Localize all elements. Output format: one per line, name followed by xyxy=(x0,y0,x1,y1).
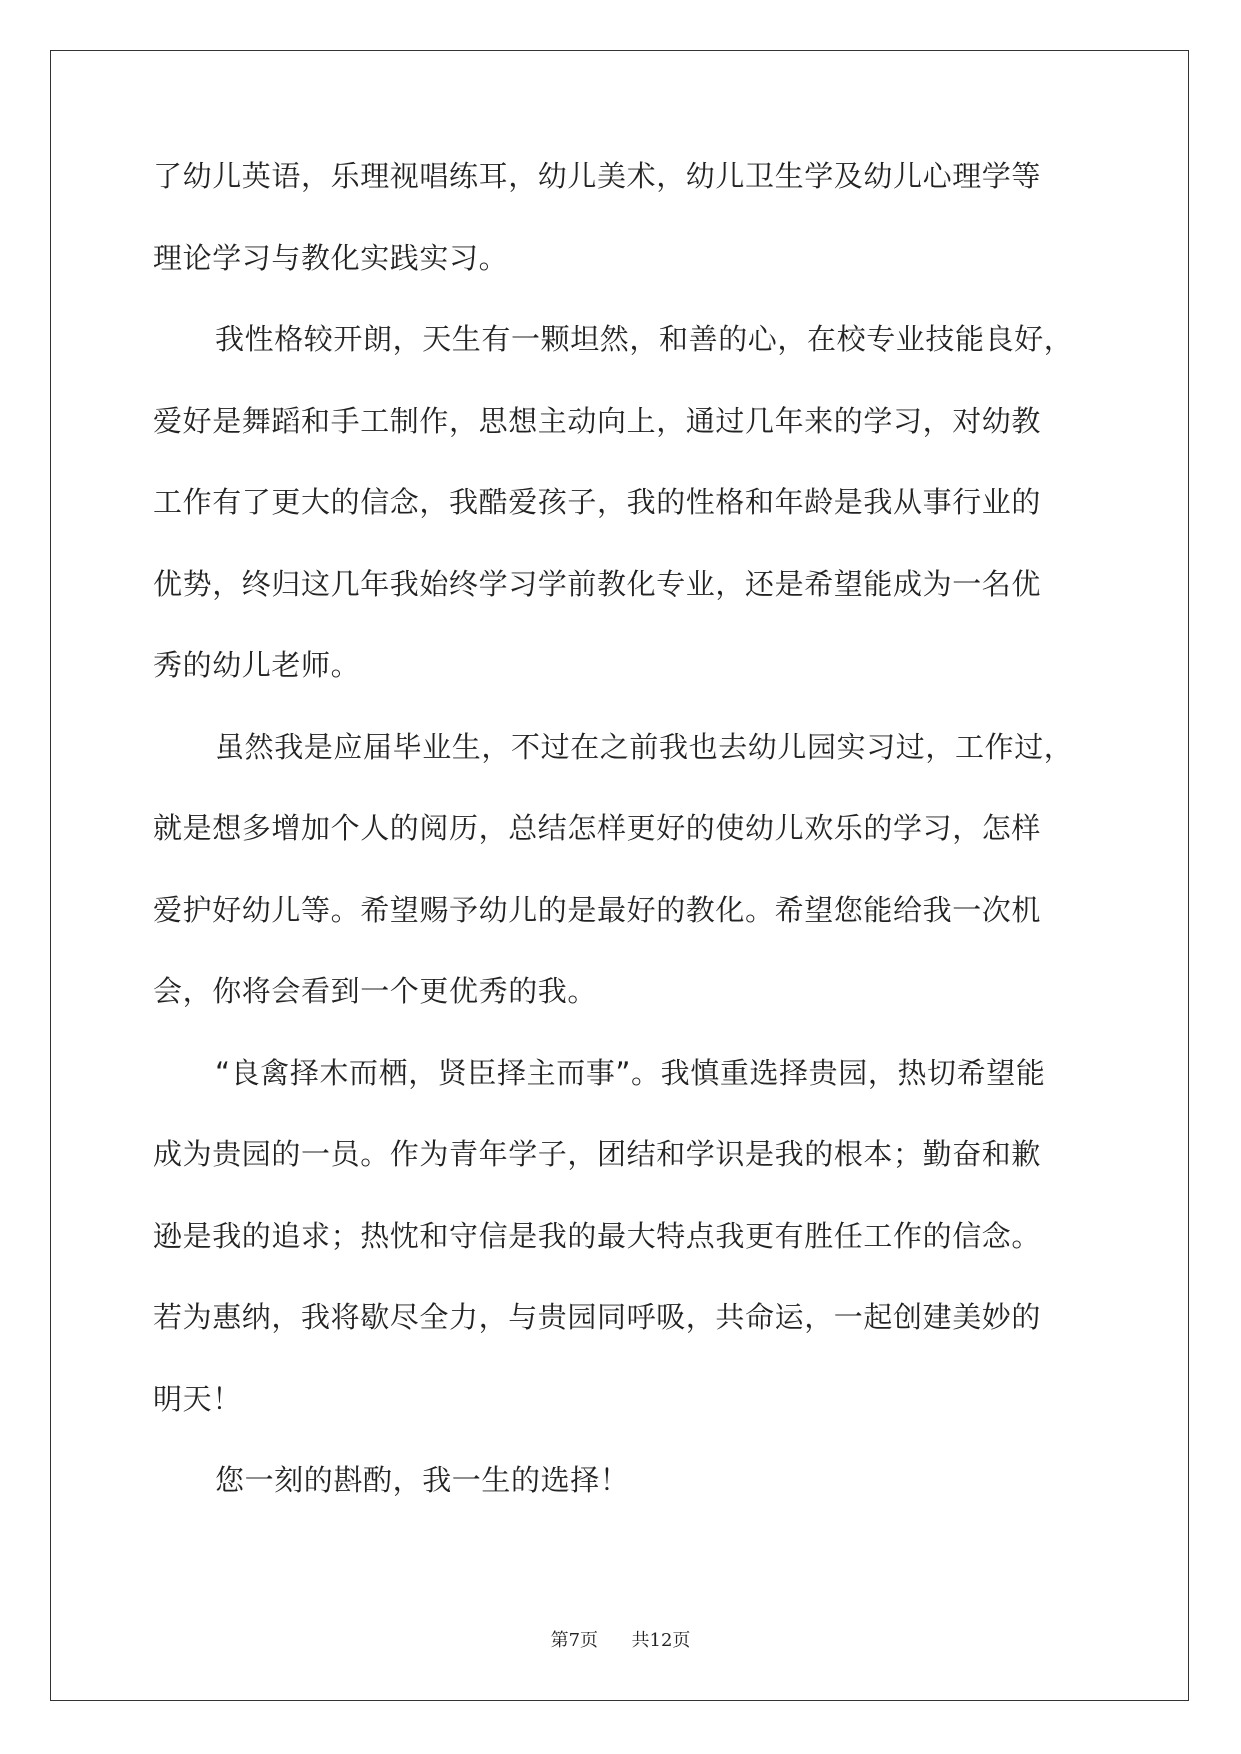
text-line: 理论学习与教化实践实习。 xyxy=(153,240,509,275)
text-line: 若为惠纳，我将歇尽全力，与贵园同呼吸，共命运，一起创建美妙的 xyxy=(153,1300,1042,1334)
text-line: 工作有了更大的信念，我酷爱孩子，我的性格和年龄是我从事行业的 xyxy=(153,485,1042,519)
document-body xyxy=(153,159,1093,1548)
text-line: 虽然我是应届毕业生，不过在之前我也去幼儿园实习过，工作过， xyxy=(215,729,1074,764)
text-line: 成为贵园的一员。作为青年学子，团结和学识是我的根本；勤奋和歉 xyxy=(153,1137,1042,1171)
page-footer xyxy=(0,1626,1241,1652)
text-line: 优势，终归这几年我始终学习学前教化专业，还是希望能成为一名优 xyxy=(153,566,1042,601)
text-line: 就是想多增加个人的阅历，总结怎样更好的使幼儿欢乐的学习，怎样 xyxy=(153,811,1042,845)
text-line: 您一刻的斟酌，我一生的选择！ xyxy=(215,1463,630,1497)
page-total: 共12页 xyxy=(631,1630,691,1651)
text-line: 了幼儿英语，乐理视唱练耳，幼儿美术，幼儿卫生学及幼儿心理学等 xyxy=(153,159,1042,193)
page-number: 第7页 xyxy=(550,1630,599,1651)
text-line: 明天！ xyxy=(153,1381,242,1416)
text-line: 我性格较开朗，天生有一颗坦然，和善的心，在校专业技能良好， xyxy=(215,322,1074,356)
text-line: 逊是我的追求；热忱和守信是我的最大特点我更有胜任工作的信念。 xyxy=(153,1218,1042,1253)
text-line: 爱好是舞蹈和手工制作，思想主动向上，通过几年来的学习，对幼教 xyxy=(153,403,1042,438)
text-line: 秀的幼儿老师。 xyxy=(153,648,361,682)
text-line: 爱护好幼儿等。希望赐予幼儿的是最好的教化。希望您能给我一次机 xyxy=(153,892,1042,927)
text-line: 会，你将会看到一个更优秀的我。 xyxy=(153,974,598,1008)
text-line: “良禽择木而栖，贤臣择主而事”。我慎重选择贵园，热切希望能 xyxy=(215,1055,1046,1090)
